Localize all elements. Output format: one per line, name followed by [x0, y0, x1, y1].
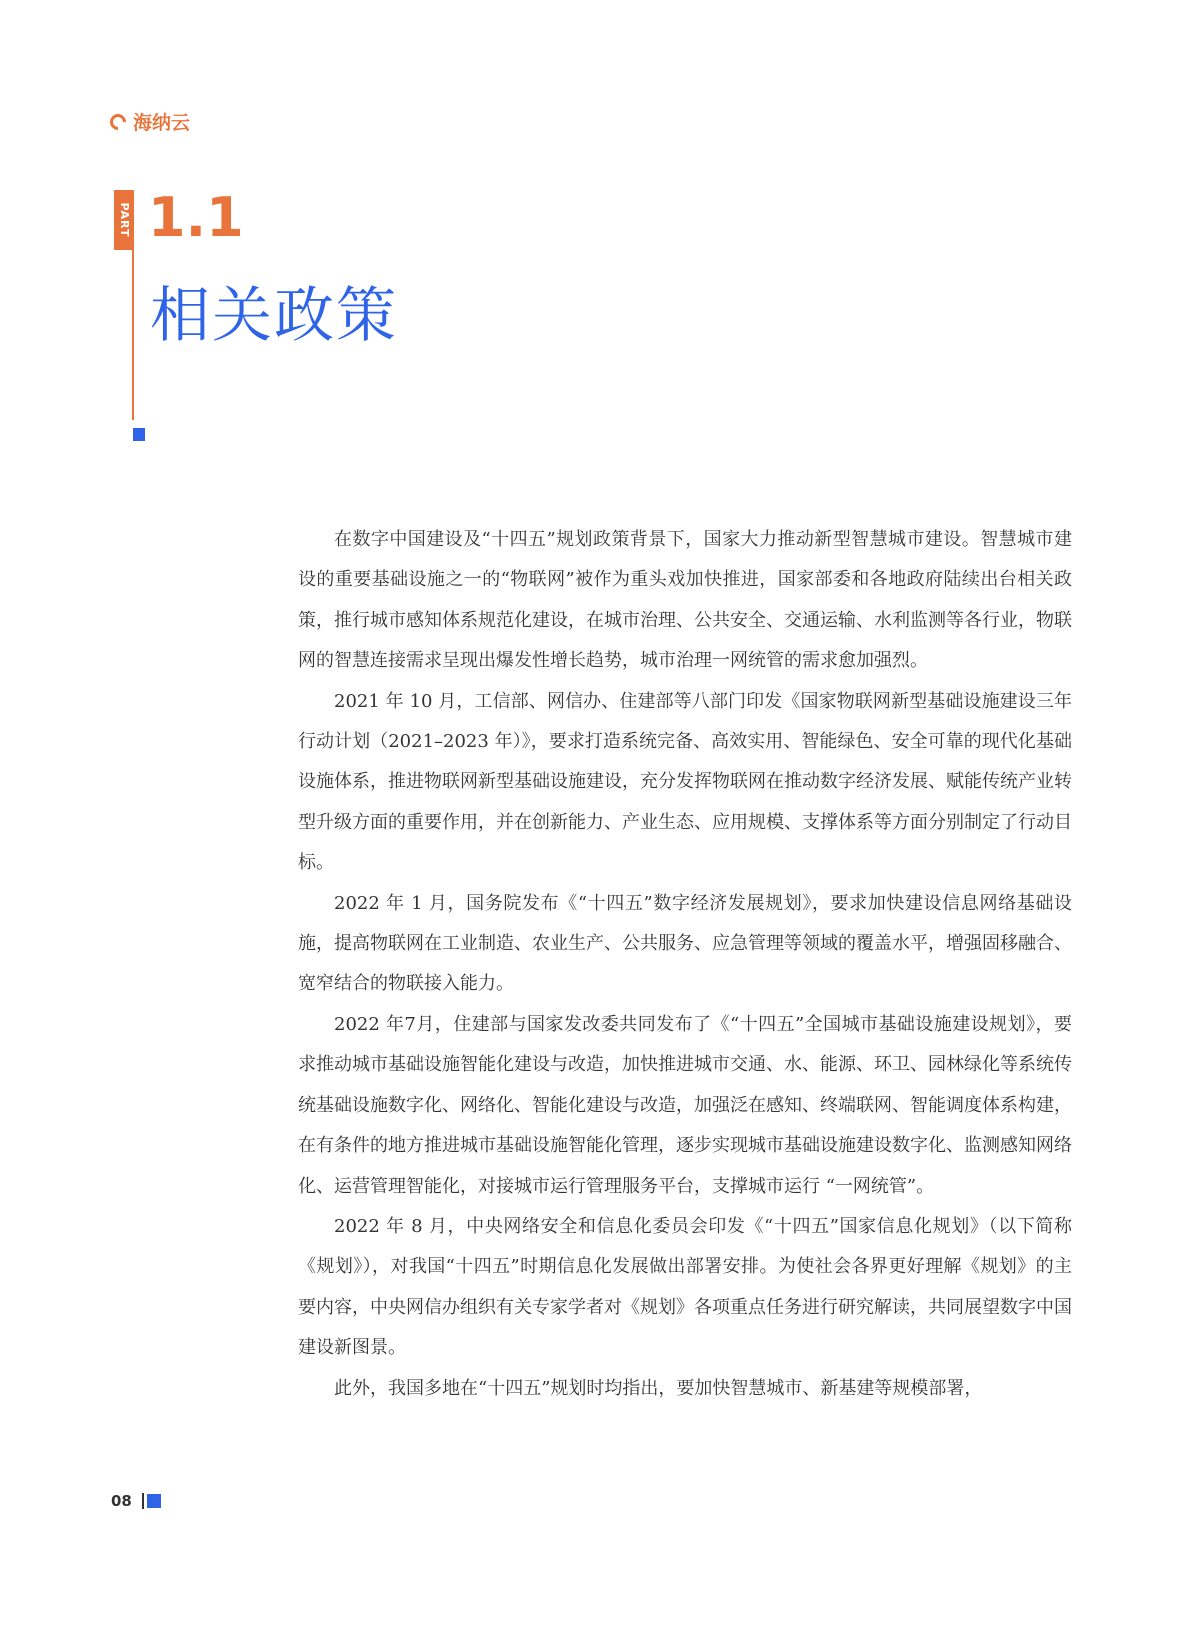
body-text [298, 520, 1072, 1409]
section-divider-line [132, 190, 134, 420]
brand-name: 海纳云 [133, 112, 191, 134]
section-marker-square [133, 428, 145, 441]
paragraph: 2022 年 8 月，中央网络安全和信息化委员会印发《“十四五”国家信息化规划》（以下简称《规划》），对我国“十四五”时期信息化发展做出部署安排。为使社会各界更好理解《规划》的主要内容，中央网信办组织有关专家学者对《规划》各项重点任务进行研究解读，共同展望数字中国建设新图景。 [298, 1215, 1072, 1359]
page-number: 08 [111, 1492, 132, 1510]
footer-square-icon [147, 1494, 161, 1508]
paragraph: 在数字中国建设及“十四五”规划政策背景下，国家大力推动新型智慧城市建设。智慧城市建设的重要基础设施之一的“物联网”被作为重头戏加快推进，国家部委和各地政府陆续出台相关政策，推行城市感知体系规范化建设，在城市治理、公共安全、交通运输、水利监测等各行业，物联网的智慧连接需求呈现出爆发性增长趋势，城市治理一网统管的需求愈加强烈。 [298, 529, 1072, 672]
c-logo-icon [107, 110, 130, 133]
paragraph: 2021 年 10 月，工信部、网信办、住建部等八部门印发《国家物联网新型基础设施建设三年行动计划（2021–2023 年）》，要求打造系统完备、高效实用、智能绿色、安全可靠的现代化基础设施体系，推进物联网新型基础设施建设，充分发挥物联网在推动数字经济发展、赋能传统产业转型升级方面的重要作用，并在创新能力、产业生态、应用规模、支撑体系等方面分别制定了行动目标。 [298, 690, 1072, 874]
page-footer [111, 1492, 161, 1510]
section-number: 1.1 [148, 186, 244, 249]
paragraph: 此外，我国多地在“十四五”规划时均指出，要加快智慧城市、新基建等规模部署， [334, 1377, 983, 1399]
paragraph: 2022 年 1 月，国务院发布《“十四五”数字经济发展规划》，要求加快建设信息网络基础设施，提高物联网在工业制造、农业生产、公共服务、应急管理等领域的覆盖水平，增强固移融合、宽窄结合的物联接入能力。 [298, 892, 1072, 995]
page-title: 相关政策 [150, 281, 398, 351]
paragraph: 2022 年7月，住建部与国家发改委共同发布了《“十四五”全国城市基础设施建设规划》，要求推动城市基础设施智能化建设与改造，加快推进城市交通、水、能源、环卫、园林绿化等系统传统基础设施数字化、网络化、智能化建设与改造，加强泛在感知、终端联网、智能调度体系构建，在有条件的地方推进城市基础设施智能化管理，逐步实现城市基础设施建设数字化、监测感知网络化、运营管理智能化，对接城市运行管理服务平台，支撑城市运行 “一网统管”。 [298, 1013, 1072, 1197]
part-label: PART [118, 202, 131, 238]
footer-divider [142, 1493, 144, 1509]
brand-logo [110, 108, 190, 135]
part-tag [114, 190, 134, 250]
